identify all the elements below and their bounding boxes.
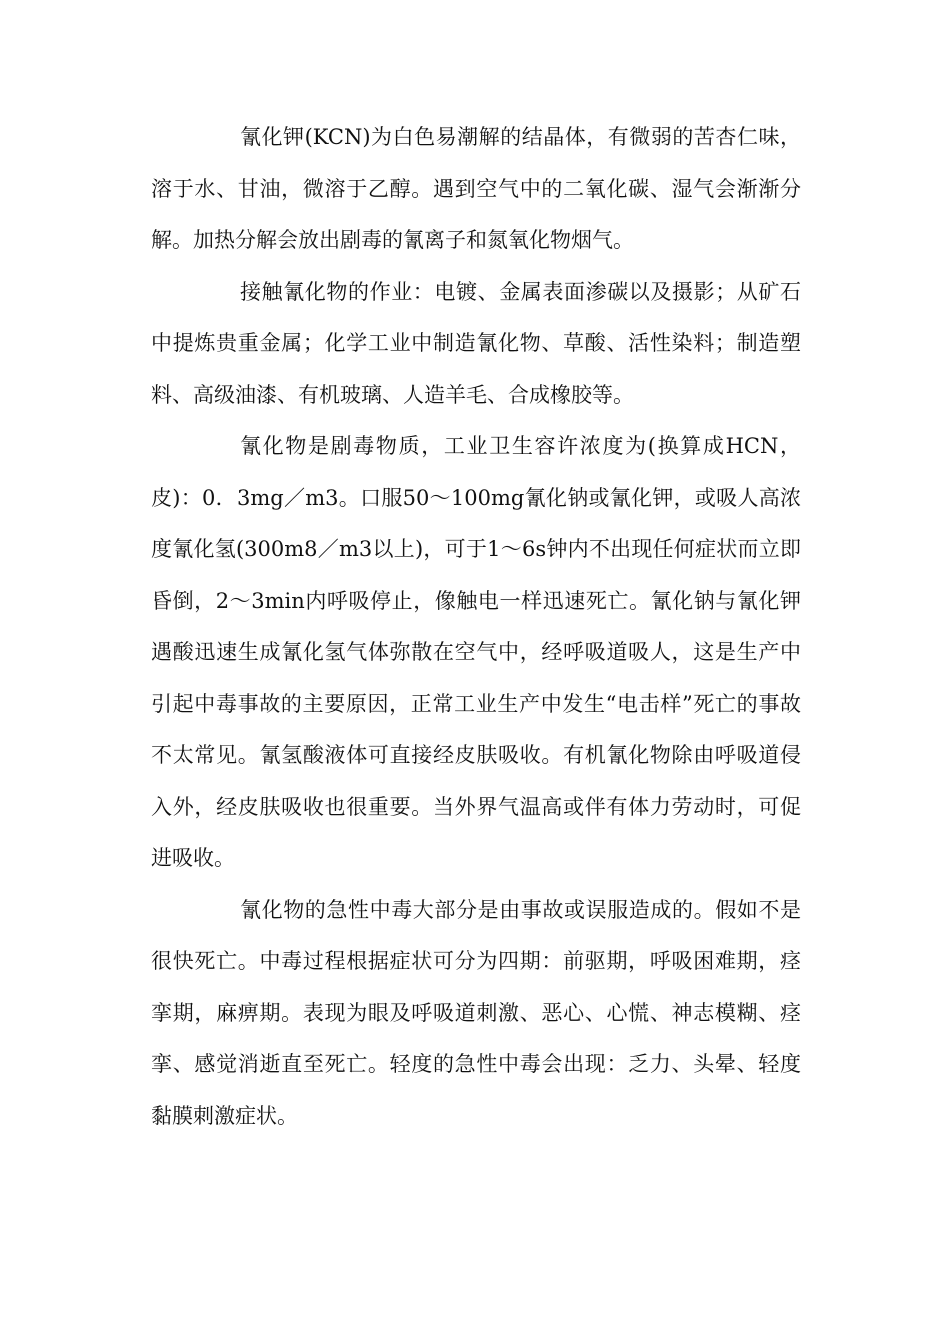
- paragraph-toxicity: 氰化物是剧毒物质，工业卫生容许浓度为(换算成HCN，皮)：0．3mg／m3。口服50～100mg氰化钠或氰化钾，或吸人高浓度氰化氢(300m8／m3以上)，可于1～6s钟内不出现任何症状而立即昏倒，2～3min内呼吸停止，像触电一样迅速死亡。氰化钠与氰化钾遇酸迅速生成氰化氢气体弥散在空气中，经呼吸道吸人，这是生产中引起中毒事故的主要原因，正常工业生产中发生“电击样”死亡的事故不太常见。氰氢酸液体可直接经皮肤吸收。有机氰化物除由呼吸道侵入外，经皮肤吸收也很重要。当外界气温高或伴有体力劳动时，可促进吸收。: [151, 434, 801, 870]
- paragraph-acute-poisoning: 氰化物的急性中毒大部分是由事故或误服造成的。假如不是很快死亡。中毒过程根据症状可分为四期：前驱期，呼吸困难期，痉挛期，麻痹期。表现为眼及呼吸道刺激、恶心、心慌、神志模糊、痉挛、感觉消逝直至死亡。轻度的急性中毒会出现：乏力、头晕、轻度黏膜刺激症状。: [151, 897, 801, 1128]
- document-body: [151, 112, 801, 1142]
- paragraph-potassium-cyanide: 氰化钾(KCN)为白色易潮解的结晶体，有微弱的苦杏仁味，溶于水、甘油，微溶于乙醇。遇到空气中的二氧化碳、湿气会渐渐分解。加热分解会放出剧毒的氰离子和氮氧化物烟气。: [151, 125, 801, 252]
- paragraph-exposure-operations: 接触氰化物的作业：电镀、金属表面渗碳以及摄影；从矿石中提炼贵重金属；化学工业中制造氰化物、草酸、活性染料；制造塑料、高级油漆、有机玻璃、人造羊毛、合成橡胶等。: [151, 279, 801, 407]
